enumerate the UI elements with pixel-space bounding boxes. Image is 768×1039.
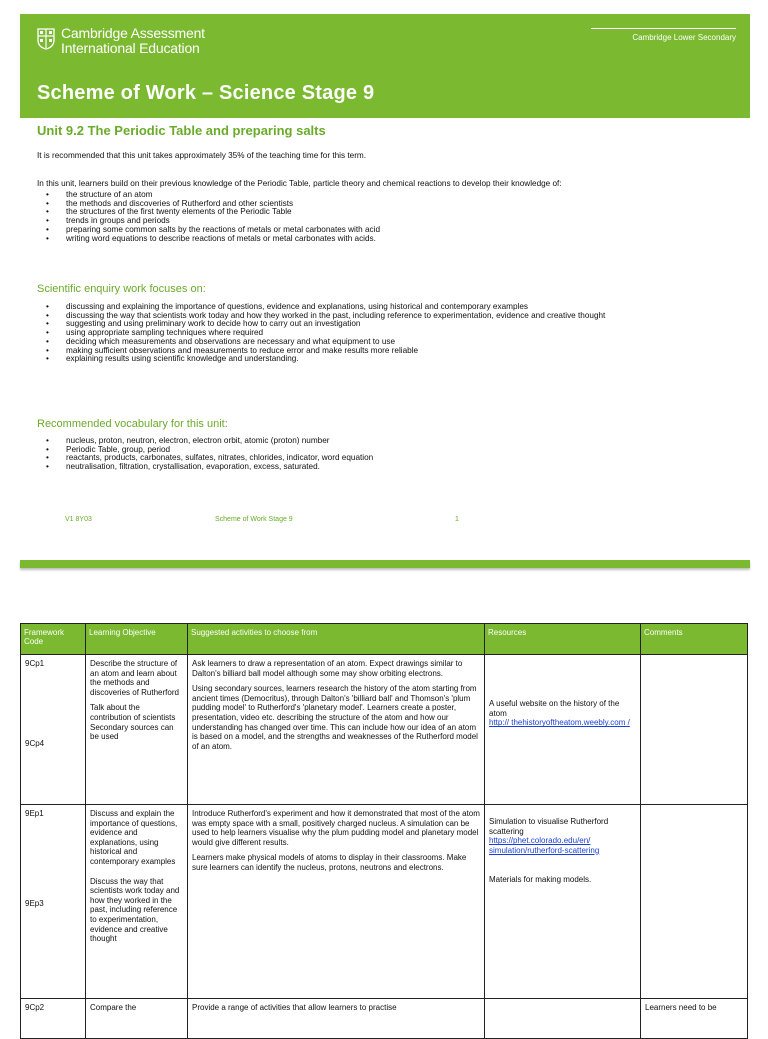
header-banner bbox=[20, 14, 750, 118]
time-note: It is recommended that this unit takes approximately 35% of the teaching time for this term. bbox=[37, 151, 367, 160]
activities-cell bbox=[188, 655, 485, 805]
unit-intro: In this unit, learners build on their previous knowledge of the Periodic Table, particle theory and chemical reactions to develop their knowledge of: bbox=[37, 179, 562, 188]
column-header: Resources bbox=[485, 624, 641, 655]
resources-cell bbox=[485, 999, 641, 1039]
topic-list bbox=[37, 191, 727, 243]
list-item: • nucleus, proton, neutron, electron, electron orbit, atomic (proton) number bbox=[37, 437, 727, 446]
list-item: • Periodic Table, group, period bbox=[37, 446, 727, 455]
resource-link[interactable]: https://phet.colorado.edu/en/ simulation/rutherford-scattering bbox=[489, 836, 600, 855]
footer-doc-name: Scheme of Work Stage 9 bbox=[215, 516, 293, 523]
footer-version: V1 8Y03 bbox=[65, 516, 92, 523]
framework-code: 9Ep3 bbox=[25, 898, 44, 908]
list-item: • deciding which measurements and observations are necessary and what equipment to use bbox=[37, 338, 727, 347]
footer-page-number: 1 bbox=[455, 516, 459, 523]
list-item: • writing word equations to describe reactions of metals or metal carbonates with acids. bbox=[37, 235, 727, 244]
activity-text: Learners make physical models of atoms to display in their classrooms. Make sure learners can identify the nucleus, protons, neutrons and electrons. bbox=[192, 853, 467, 872]
enquiry-list bbox=[37, 303, 727, 364]
comments-cell bbox=[641, 805, 748, 999]
framework-code-cell bbox=[21, 655, 86, 805]
list-item: • preparing some common salts by the reactions of metals or metal carbonates with acid bbox=[37, 226, 727, 235]
activity-text: Introduce Rutherford's experiment and how it demonstrated that most of the atom was empty space with a small, positively charged nucleus. A simulation can be used to help learners visualise why the plum pudding model and planetary model would give different results. bbox=[192, 809, 480, 847]
list-item: • neutralisation, filtration, crystallisation, evaporation, excess, saturated. bbox=[37, 463, 727, 472]
learning-objective: Describe the structure of an atom and learn about the methods and discoveries of Rutherford bbox=[90, 659, 179, 697]
learning-objective-cell: Compare the bbox=[86, 999, 188, 1039]
vocabulary-heading: Recommended vocabulary for this unit: bbox=[37, 418, 228, 430]
programme-text: Cambridge Lower Secondary bbox=[632, 33, 736, 42]
resource-text: Materials for making models. bbox=[489, 875, 592, 885]
logo-line-2: International Education bbox=[61, 40, 200, 56]
learning-objective-cell bbox=[86, 655, 188, 805]
list-item: • discussing and explaining the importance of questions, evidence and explanations, using historical and contemporary examples bbox=[37, 303, 727, 312]
vocabulary-list bbox=[37, 437, 727, 472]
list-item: • the structures of the first twenty elements of the Periodic Table bbox=[37, 208, 727, 217]
list-item: • discussing the way that scientists work today and how they worked in the past, including reference to experimentation, evidence and creative thought bbox=[37, 312, 706, 321]
list-item: • reactants, products, carbonates, sulfates, nitrates, chlorides, indicator, word equation bbox=[37, 454, 727, 463]
framework-code: 9Cp1 bbox=[25, 659, 45, 668]
cambridge-logo bbox=[37, 26, 205, 56]
list-item: • the methods and discoveries of Rutherford and other scientists bbox=[37, 200, 727, 209]
learning-objective: Discuss the way that scientists work today and how they worked in the past, including reference to experimentation, evidence and creative thought bbox=[90, 876, 180, 944]
comments-cell: Learners need to be bbox=[641, 999, 748, 1039]
page-title: Scheme of Work – Science Stage 9 bbox=[37, 82, 375, 104]
framework-code: 9Cp4 bbox=[25, 738, 45, 748]
learning-objective-cell bbox=[86, 805, 188, 999]
logo-line-1: Cambridge Assessment bbox=[61, 25, 205, 41]
programme-label bbox=[591, 28, 736, 42]
framework-code-cell bbox=[21, 805, 86, 999]
table-row bbox=[21, 805, 748, 999]
resource-text: Simulation to visualise Rutherford scattering bbox=[489, 817, 609, 836]
resources-cell bbox=[485, 805, 641, 999]
resource-text: A useful website on the history of the atom bbox=[489, 699, 620, 718]
resource-link[interactable]: http:// thehistoryoftheatom.weebly.com / bbox=[489, 718, 630, 728]
table-header-row bbox=[21, 624, 748, 655]
table-row bbox=[21, 999, 748, 1039]
activity-text: Ask learners to draw a representation of an atom. Expect drawings similar to Dalton's billiard ball model although some may show orbiting electrons. bbox=[192, 659, 463, 678]
programme-rule bbox=[591, 28, 736, 29]
list-item: • suggesting and using preliminary work to decide how to carry out an investigation bbox=[37, 320, 727, 329]
framework-code: 9Ep1 bbox=[25, 809, 44, 818]
crest-icon bbox=[37, 28, 55, 50]
list-item: • trends in groups and periods bbox=[37, 217, 727, 226]
page-divider bbox=[20, 560, 750, 568]
learning-objective: Talk about the contribution of scientists Secondary sources can be used bbox=[90, 703, 176, 742]
enquiry-heading: Scientific enquiry work focuses on: bbox=[37, 283, 206, 295]
resources-cell bbox=[485, 655, 641, 805]
column-header: Comments bbox=[641, 624, 748, 655]
column-header: Learning Objective bbox=[86, 624, 188, 655]
list-item: • explaining results using scientific knowledge and understanding. bbox=[37, 355, 727, 364]
activity-text: Using secondary sources, learners research the history of the atom starting from ancient times (Democritus), through Dalton's 'billiard ball' and Thomson's 'plum pudding model' to Rutherford's 'planetary model'. Learners create a poster, presentation, video etc. describing the structure of the atom and how our understanding has changed over time. This can include how our idea of an atom is based on a model, and the strengths and weaknesses of the Rutherford model of an atom. bbox=[192, 684, 478, 751]
column-header: Framework Code bbox=[21, 624, 86, 655]
comments-cell bbox=[641, 655, 748, 805]
unit-title: Unit 9.2 The Periodic Table and preparing salts bbox=[37, 123, 326, 138]
activities-cell: Provide a range of activities that allow learners to practise bbox=[188, 999, 485, 1039]
list-item: • the structure of an atom bbox=[37, 191, 727, 200]
list-item: • making sufficient observations and measurements to reduce error and make results more reliable bbox=[37, 347, 727, 356]
column-header: Suggested activities to choose from bbox=[188, 624, 485, 655]
list-item: • using appropriate sampling techniques where required bbox=[37, 329, 727, 338]
table-row bbox=[21, 655, 748, 805]
activities-cell bbox=[188, 805, 485, 999]
framework-code-cell: 9Cp2 bbox=[21, 999, 86, 1039]
scheme-table bbox=[20, 623, 748, 1039]
learning-objective: Discuss and explain the importance of questions, evidence and explanations, using historical and contemporary examples bbox=[90, 809, 178, 866]
